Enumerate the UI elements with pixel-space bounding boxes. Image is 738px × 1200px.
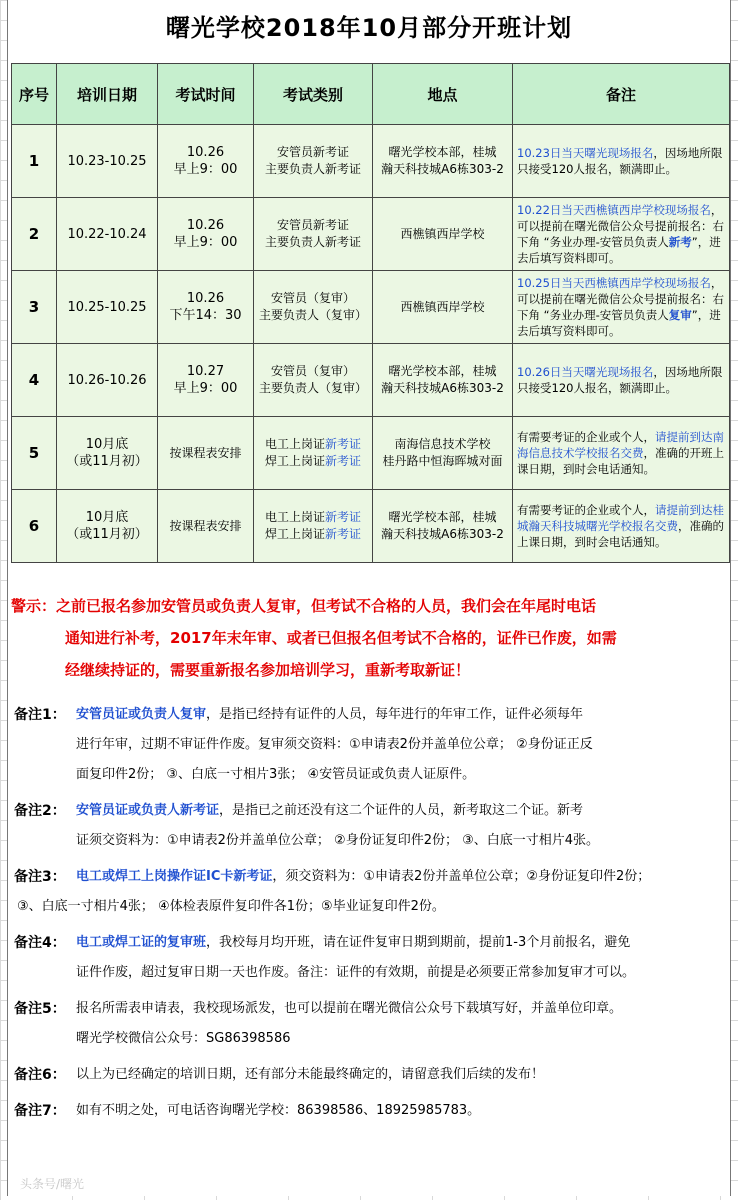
- cell-date: [57, 490, 158, 563]
- cell-remark: [513, 490, 730, 563]
- category-line: 焊工上岗证: [264, 454, 325, 468]
- table-row: [12, 417, 730, 490]
- remark-text: ，准确的上课日期，到时会电话通知。: [517, 519, 724, 549]
- cell-category: [254, 490, 373, 563]
- note-4: [11, 928, 729, 988]
- watermark: 头条号/曙光: [20, 1177, 85, 1191]
- remark-text: ”，进去后填写资料即可。: [517, 235, 721, 265]
- header-date: 培训日期: [57, 64, 158, 125]
- remark-highlight: 10.23日当天曙光现场报名: [517, 146, 654, 160]
- note-label: 备注4：: [14, 935, 66, 951]
- cell-exam-time: [158, 125, 254, 198]
- date-line: （或11月初）: [66, 527, 148, 542]
- cell-remark: [513, 198, 730, 271]
- exam-hour: 早上9：00: [173, 162, 238, 177]
- category-line: 安管员（复审）: [270, 291, 355, 305]
- remark-text: ，可以提前在曙光微信公众号提前报名：右下角 “务业办理-安管员负责人: [517, 276, 724, 322]
- cell-no: 6: [12, 490, 57, 563]
- header-category: 考试类别: [254, 64, 373, 125]
- category-line: 安管员新考证: [276, 145, 349, 159]
- header-remark: 备注: [513, 64, 730, 125]
- category-line: 电工上岗证: [264, 437, 325, 451]
- cell-category: [254, 417, 373, 490]
- note-line: 以上为已经确定的培训日期，还有部分未能最终确定的，请留意我们后续的发布！: [76, 1067, 545, 1082]
- note-line: [11, 928, 729, 958]
- note-line: 证件作废，超过复审日期一天也作废。备注：证件的有效期，前提是必须要正常参加复审才可以。: [76, 965, 636, 980]
- note-text: ，须交资料为：①申请表2份并盖单位公章；②身份证复印件2份；: [272, 869, 651, 884]
- note-line: 面复印件2份； ③、白底一寸相片3张； ④安管员证或负责人证原件。: [76, 767, 476, 782]
- cell-no: 1: [12, 125, 57, 198]
- warning-line: 通知进行补考，2017年末年审、或者已但报名但考试不合格的，证件已作废，如需: [65, 629, 617, 647]
- note-line: 报名所需表申请表，我校现场派发，也可以提前在曙光微信公众号下载填写好，并盖单位印章。: [76, 1001, 623, 1016]
- note-label: 备注3：: [14, 869, 66, 885]
- note-label: 备注5：: [14, 1001, 66, 1017]
- note-label: 备注1：: [14, 707, 66, 723]
- note-1: [11, 700, 729, 790]
- remark-keyword: 新考: [668, 235, 692, 249]
- category-line: 焊工上岗证: [264, 527, 325, 541]
- note-keyword: 电工或焊工证的复审班: [76, 935, 207, 950]
- remark-text: ，因场地所限只接受120人报名，额满即止。: [517, 365, 723, 395]
- date-line: （或11月初）: [66, 454, 148, 469]
- remark-keyword: 复审: [668, 308, 692, 322]
- note-label: 备注6：: [14, 1067, 66, 1083]
- warning-line: 警示：之前已报名参加安管员或负责人复审，但考试不合格的人员，我们会在年尾时电话: [11, 597, 597, 615]
- exam-date: 10.27: [186, 364, 225, 379]
- table-header-row: [12, 64, 730, 125]
- cell-category: [254, 125, 373, 198]
- header-location: 地点: [373, 64, 513, 125]
- note-line: [11, 796, 729, 826]
- cell-location: [373, 490, 513, 563]
- header-exam-time: 考试时间: [158, 64, 254, 125]
- cell-date: 10.23-10.25: [57, 125, 158, 198]
- cell-date: 10.22-10.24: [57, 198, 158, 271]
- exam-date: 10.26: [186, 145, 225, 160]
- page-title: 曙光学校2018年10月部分开班计划: [165, 14, 573, 42]
- cell-location: 西樵镇西岸学校: [373, 271, 513, 344]
- remark-highlight: 10.22日当天西樵镇西岸学校现场报名: [517, 203, 711, 217]
- category-highlight: 新考证: [325, 454, 362, 468]
- note-6: [11, 1060, 729, 1090]
- table-row: [12, 198, 730, 271]
- note-text: ，是指已之前还没有这二个证件的人员，新考取这二个证。新考: [219, 803, 584, 818]
- cell-date: 10.26-10.26: [57, 344, 158, 417]
- remark-text: 有需要考证的企业或个人，: [517, 430, 655, 444]
- category-line: 主要负责人新考证: [264, 235, 361, 249]
- exam-date: 10.26: [186, 291, 225, 306]
- exam-hour: 下午14：30: [169, 308, 242, 323]
- note-keyword: 安管员证或负责人复审: [76, 707, 207, 722]
- remark-text: ，因场地所限只接受120人报名，额满即止。: [517, 146, 723, 176]
- exam-date: 10.26: [186, 218, 225, 233]
- note-7: [11, 1096, 729, 1126]
- location-line: 桂丹路中恒海晖城对面: [382, 454, 503, 468]
- note-line: [11, 700, 729, 730]
- remark-text: 有需要考证的企业或个人，: [517, 503, 655, 517]
- cell-location: [373, 125, 513, 198]
- remark-highlight: 请提前到达南海信息技术学校报名交费: [517, 430, 724, 460]
- remark-text: ”，进去后填写资料即可。: [517, 308, 721, 338]
- location-line: 瀚天科技城A6栋303-2: [381, 381, 504, 395]
- location-line: 曙光学校本部，桂城: [388, 145, 497, 159]
- cell-exam-time: 按课程表安排: [158, 490, 254, 563]
- cell-category: [254, 271, 373, 344]
- location-line: 南海信息技术学校: [394, 437, 491, 451]
- cell-location: [373, 344, 513, 417]
- location-line: 瀚天科技城A6栋303-2: [381, 527, 504, 541]
- location-line: 曙光学校本部，桂城: [388, 364, 497, 378]
- category-line: 主要负责人新考证: [264, 162, 361, 176]
- category-line: 主要负责人（复审）: [258, 308, 367, 322]
- remark-highlight: 10.25日当天西樵镇西岸学校现场报名: [517, 276, 711, 290]
- category-line: 主要负责人（复审）: [258, 381, 367, 395]
- cell-no: 2: [12, 198, 57, 271]
- note-line: ③、白底一寸相片4张； ④体检表原件复印件各1份；⑤毕业证复印件2份。: [17, 899, 445, 914]
- remark-text: ，可以提前在曙光微信公众号提前报名：右下角 “务业办理-安管员负责人: [517, 203, 724, 249]
- location-line: 瀚天科技城A6栋303-2: [381, 162, 504, 176]
- category-highlight: 新考证: [325, 510, 362, 524]
- note-keyword: 电工或焊工上岗操作证IC卡新考证: [76, 869, 273, 884]
- note-line: [11, 862, 729, 892]
- note-line: 进行年审，过期不审证件作废。复审须交资料：①申请表2份并盖单位公章； ②身份证正反: [76, 737, 593, 752]
- category-highlight: 新考证: [325, 527, 362, 541]
- cell-exam-time: [158, 271, 254, 344]
- cell-no: 3: [12, 271, 57, 344]
- note-text: ，是指已经持有证件的人员，每年进行的年审工作，证件必须每年: [206, 707, 584, 722]
- category-highlight: 新考证: [325, 437, 362, 451]
- cell-no: 5: [12, 417, 57, 490]
- notes-section: [11, 700, 729, 1126]
- category-line: 电工上岗证: [264, 510, 325, 524]
- warning-block: [11, 590, 726, 686]
- cell-date: [57, 417, 158, 490]
- schedule-table: [11, 63, 730, 563]
- cell-no: 4: [12, 344, 57, 417]
- note-3: [11, 862, 729, 922]
- category-line: 安管员（复审）: [270, 364, 355, 378]
- table-row: [12, 490, 730, 563]
- exam-hour: 早上9：00: [173, 235, 238, 250]
- note-line: 曙光学校微信公众号：SG86398586: [76, 1031, 291, 1046]
- cell-exam-time: [158, 198, 254, 271]
- remark-highlight: 请提前到达桂城瀚天科技城曙光学校报名交费: [517, 503, 724, 533]
- table-row: [12, 271, 730, 344]
- cell-category: [254, 344, 373, 417]
- cell-remark: [513, 417, 730, 490]
- warning-line: 经继续持证的，需要重新报名参加培训学习，重新考取新证！: [65, 661, 471, 679]
- note-line: 证须交资料为：①申请表2份并盖单位公章； ②身份证复印件2份； ③、白底一寸相片4张。: [76, 833, 600, 848]
- note-text: ，我校每月均开班，请在证件复审日期到期前，提前1-3个月前报名，避免: [206, 935, 631, 950]
- location-line: 曙光学校本部，桂城: [388, 510, 497, 524]
- cell-exam-time: 按课程表安排: [158, 417, 254, 490]
- remark-highlight: 10.26日当天曙光现场报名: [517, 365, 654, 379]
- cell-location: 西樵镇西岸学校: [373, 198, 513, 271]
- note-5: [11, 994, 729, 1054]
- cell-remark: [513, 271, 730, 344]
- table-row: [12, 125, 730, 198]
- cell-remark: [513, 344, 730, 417]
- remark-text: ，准确的开班上课日期，到时会电话通知。: [517, 446, 724, 476]
- date-line: 10月底: [85, 437, 129, 452]
- table-row: [12, 344, 730, 417]
- cell-remark: [513, 125, 730, 198]
- cell-category: [254, 198, 373, 271]
- category-line: 安管员新考证: [276, 218, 349, 232]
- note-label: 备注7：: [14, 1103, 66, 1119]
- note-label: 备注2：: [14, 803, 66, 819]
- cell-location: [373, 417, 513, 490]
- note-line: 如有不明之处，可电话咨询曙光学校：86398586、18925985783。: [76, 1103, 481, 1118]
- exam-hour: 早上9：00: [173, 381, 238, 396]
- header-no: 序号: [12, 64, 57, 125]
- spreadsheet-page: [7, 0, 731, 1196]
- cell-date: 10.25-10.25: [57, 271, 158, 344]
- note-keyword: 安管员证或负责人新考证: [76, 803, 220, 818]
- date-line: 10月底: [85, 510, 129, 525]
- note-2: [11, 796, 729, 856]
- cell-exam-time: [158, 344, 254, 417]
